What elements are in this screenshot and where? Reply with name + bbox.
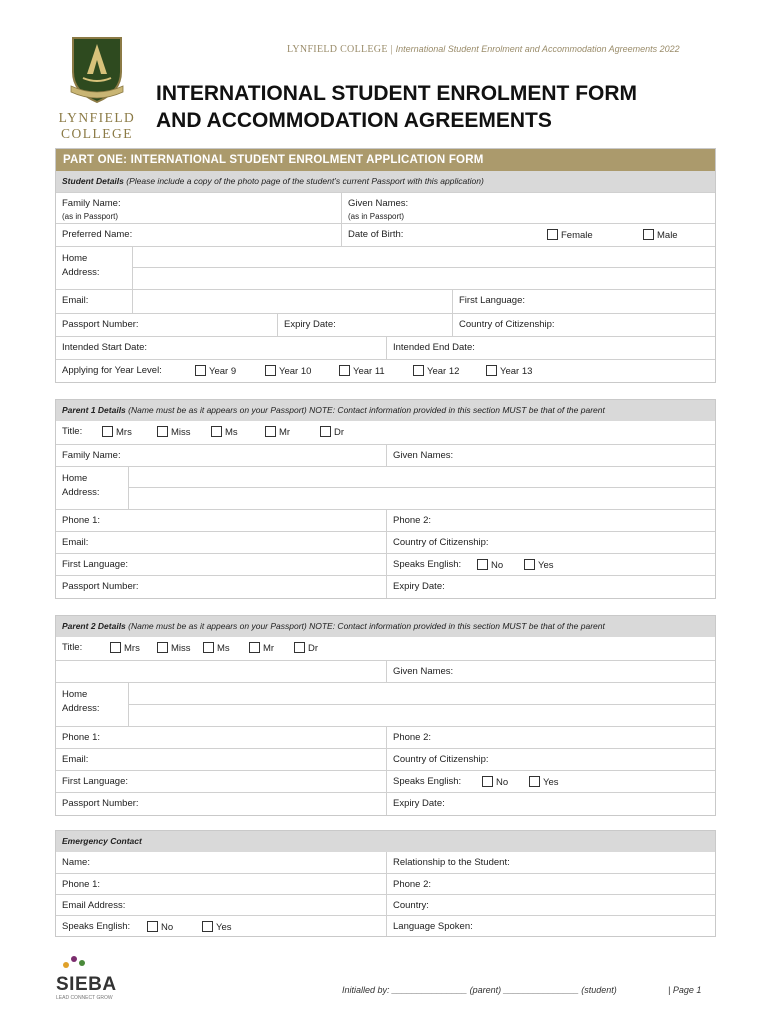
- checkbox[interactable]: [482, 776, 493, 787]
- parent-2-passport-row: [56, 792, 715, 815]
- parent-1-language-row: [56, 553, 715, 575]
- student-preferred-name-field[interactable]: Preferred Name:: [62, 229, 133, 240]
- parent-2-address-row: Home Address:: [56, 682, 715, 726]
- student-email-language-row: [56, 289, 715, 313]
- parent-2-phone-2-field[interactable]: Phone 2:: [386, 727, 717, 748]
- student-dob-field[interactable]: Date of Birth: Female Male: [341, 224, 717, 246]
- emergency-language-spoken-field[interactable]: Language Spoken:: [386, 916, 717, 936]
- year-13-option[interactable]: Year 13: [486, 365, 532, 377]
- emergency-language-row: [56, 915, 715, 936]
- parent-2-language-row: [56, 770, 715, 792]
- student-email-label: Email:: [62, 295, 89, 306]
- sieba-logo: SIEBA LEAD CONNECT GROW: [56, 954, 136, 1001]
- running-header: LYNFIELD COLLEGE | International Student Enrolment and Accommodation Agreements 2022: [287, 44, 680, 55]
- emergency-name-row: [56, 852, 715, 873]
- parent-1-speaks-english-field: Speaks English: No Yes: [386, 554, 717, 575]
- year-level-field: Applying for Year Level: Year 9 Year 10 Year 11 Year 12 Year 13: [62, 365, 533, 377]
- parent-1-phone-2-field[interactable]: Phone 2:: [386, 510, 717, 531]
- checkbox[interactable]: [643, 229, 654, 240]
- emergency-email-field[interactable]: Email Address:: [62, 900, 126, 911]
- parent-1-passport-number-field[interactable]: Passport Number:: [62, 581, 139, 592]
- sieba-dots-icon: [56, 954, 96, 970]
- emergency-contact-subhead: Emergency Contact: [56, 831, 715, 852]
- speaks-english-no-option[interactable]: No: [482, 776, 508, 788]
- checkbox[interactable]: [195, 365, 206, 376]
- checkbox[interactable]: [147, 921, 158, 932]
- student-details-subhead: Student Details (Please include a copy of the photo page of the student’s current Passport with this application): [56, 171, 715, 192]
- parent-1-address-row: Home Address:: [56, 466, 715, 509]
- emergency-name-field[interactable]: Name:: [62, 857, 90, 868]
- parent-2-email-field[interactable]: Email:: [62, 754, 89, 765]
- year-11-option[interactable]: Year 11: [339, 365, 385, 377]
- emergency-contact-section: [55, 830, 716, 937]
- checkbox[interactable]: [320, 426, 331, 437]
- speaks-english-no-option[interactable]: No: [147, 921, 173, 933]
- college-logo: [54, 34, 140, 141]
- home-address-label: Home Address:: [62, 253, 100, 278]
- parent-2-first-language-field[interactable]: First Language:: [62, 776, 129, 787]
- year-10-option[interactable]: Year 10: [265, 365, 311, 377]
- student-expiry-date-field[interactable]: Expiry Date:: [277, 314, 452, 336]
- parent-2-family-name-field[interactable]: [56, 661, 386, 682]
- student-citizenship-field[interactable]: Country of Citizenship:: [452, 314, 717, 336]
- speaks-english-yes-option[interactable]: Yes: [529, 776, 559, 788]
- home-address-line-1[interactable]: [132, 247, 715, 268]
- title-mr-option[interactable]: Mr: [265, 426, 290, 438]
- parent-1-phone-row: [56, 509, 715, 531]
- parent-1-passport-row: [56, 575, 715, 598]
- parent-1-subhead: Parent 1 Details (Name must be as it appears on your Passport) NOTE: Contact information provided in this section MUST be that of the parent: [56, 400, 715, 421]
- student-passport-row: [56, 313, 715, 336]
- speaks-english-yes-option[interactable]: Yes: [202, 921, 232, 933]
- checkbox[interactable]: [529, 776, 540, 787]
- year-9-option[interactable]: Year 9: [195, 365, 236, 377]
- title-miss-option[interactable]: Miss: [157, 426, 191, 438]
- checkbox[interactable]: [249, 642, 260, 653]
- checkbox[interactable]: [294, 642, 305, 653]
- logo-wordmark-line1: LYNFIELD: [58, 110, 136, 125]
- parent-2-citizenship-field[interactable]: Country of Citizenship:: [386, 749, 717, 770]
- emergency-country-field[interactable]: Country:: [386, 895, 717, 915]
- title-mr-option[interactable]: Mr: [249, 642, 274, 654]
- student-passport-number-field[interactable]: Passport Number:: [62, 319, 139, 330]
- parent-1-name-row: [56, 444, 715, 466]
- checkbox[interactable]: [413, 365, 424, 376]
- title-dr-option[interactable]: Dr: [320, 426, 344, 438]
- parent-1-expiry-date-field[interactable]: Expiry Date:: [386, 576, 717, 598]
- checkbox[interactable]: [339, 365, 350, 376]
- emergency-phone-row: [56, 873, 715, 894]
- parent-2-phone-row: [56, 726, 715, 748]
- checkbox[interactable]: [486, 365, 497, 376]
- female-option[interactable]: Female: [547, 229, 593, 241]
- header-doc-title: International Student Enrolment and Accommodation Agreements 2022: [395, 44, 680, 54]
- student-first-language-field[interactable]: First Language:: [452, 290, 717, 313]
- student-details-section: [55, 148, 716, 383]
- parent-1-email-row: [56, 531, 715, 553]
- home-address-line-2[interactable]: [132, 268, 715, 289]
- year-12-option[interactable]: Year 12: [413, 365, 459, 377]
- parent-1-citizenship-field[interactable]: Country of Citizenship:: [386, 532, 717, 553]
- title-mrs-option[interactable]: Mrs: [110, 642, 140, 654]
- parent-1-email-field[interactable]: Email:: [62, 537, 89, 548]
- initialled-by-line: Initialled by: _______________ (parent) _______________ (student): [342, 985, 617, 995]
- parent-2-address-line-1[interactable]: [128, 683, 715, 705]
- student-preferred-dob-row: [56, 223, 715, 246]
- parent-1-first-language-field[interactable]: First Language:: [62, 559, 129, 570]
- student-family-name-field[interactable]: Family Name: (as in Passport): [62, 198, 121, 221]
- checkbox[interactable]: [547, 229, 558, 240]
- student-given-names-field[interactable]: Given Names: (as in Passport): [341, 193, 717, 223]
- parent-2-phone-1-field[interactable]: Phone 1:: [62, 732, 101, 743]
- parent-1-address-line-1[interactable]: [128, 467, 715, 488]
- parent-2-passport-number-field[interactable]: Passport Number:: [62, 798, 139, 809]
- checkbox[interactable]: [203, 642, 214, 653]
- emergency-phone-2-field[interactable]: Phone 2:: [386, 874, 717, 894]
- parent-2-title-row: Title: Mrs Miss Ms Mr Dr: [62, 642, 319, 654]
- checkbox[interactable]: [524, 559, 535, 570]
- parent-1-address-line-2[interactable]: [128, 488, 715, 509]
- header-college: LYNFIELD COLLEGE: [287, 44, 388, 55]
- speaks-english-yes-option[interactable]: Yes: [524, 559, 554, 571]
- checkbox[interactable]: [477, 559, 488, 570]
- student-email-field[interactable]: [132, 290, 452, 313]
- parent-2-expiry-date-field[interactable]: Expiry Date:: [386, 793, 717, 815]
- page-number: | Page 1: [668, 985, 702, 995]
- parent-1-section: [55, 399, 716, 599]
- checkbox[interactable]: [202, 921, 213, 932]
- student-home-address-row: [56, 246, 715, 289]
- intended-start-date-field[interactable]: Intended Start Date:: [62, 342, 148, 353]
- checkbox[interactable]: [211, 426, 222, 437]
- parent-1-title-row: Title: Mrs Miss Ms Mr Dr: [62, 426, 345, 438]
- title-ms-option[interactable]: Ms: [211, 426, 238, 438]
- parent-2-email-row: [56, 748, 715, 770]
- intended-end-date-field[interactable]: Intended End Date:: [386, 337, 717, 359]
- parent-2-address-line-2[interactable]: [128, 705, 715, 727]
- checkbox[interactable]: [265, 426, 276, 437]
- year-level-row: [56, 359, 715, 382]
- parent-2-subhead: Parent 2 Details (Name must be as it appears on your Passport) NOTE: Contact information provided in this section MUST be that of the parent: [56, 616, 715, 637]
- part-one-heading: PART ONE: INTERNATIONAL STUDENT ENROLMENT APPLICATION FORM: [56, 149, 715, 171]
- title-mrs-option[interactable]: Mrs: [102, 426, 132, 438]
- parent-2-name-row: [56, 660, 715, 682]
- checkbox[interactable]: [102, 426, 113, 437]
- logo-wordmark-line2: COLLEGE: [61, 126, 133, 141]
- title-miss-option[interactable]: Miss: [157, 642, 191, 654]
- emergency-phone-1-field[interactable]: Phone 1:: [62, 879, 101, 890]
- title-dr-option[interactable]: Dr: [294, 642, 318, 654]
- parent-2-given-names-field[interactable]: Given Names:: [386, 661, 717, 682]
- emergency-email-row: [56, 894, 715, 915]
- page-title: INTERNATIONAL STUDENT ENROLMENT FORM AND ACCOMMODATION AGREEMENTS: [156, 82, 638, 132]
- emergency-relationship-field[interactable]: Relationship to the Student:: [386, 852, 717, 873]
- checkbox[interactable]: [157, 642, 168, 653]
- parent-1-family-name-field[interactable]: Family Name:: [62, 450, 121, 461]
- parent-2-section: [55, 615, 716, 816]
- student-dates-row: [56, 336, 715, 359]
- parent-2-speaks-english-field: Speaks English: No Yes: [386, 771, 717, 792]
- parent-1-phone-1-field[interactable]: Phone 1:: [62, 515, 101, 526]
- crest-icon: [67, 34, 127, 104]
- title-ms-option[interactable]: Ms: [203, 642, 230, 654]
- male-option[interactable]: Male: [643, 229, 678, 241]
- student-family-given-row: [56, 192, 715, 223]
- parent-1-given-names-field[interactable]: Given Names:: [386, 445, 717, 466]
- speaks-english-no-option[interactable]: No: [477, 559, 503, 571]
- checkbox[interactable]: [157, 426, 168, 437]
- checkbox[interactable]: [110, 642, 121, 653]
- emergency-speaks-english-field: Speaks English: No Yes: [62, 921, 232, 933]
- checkbox[interactable]: [265, 365, 276, 376]
